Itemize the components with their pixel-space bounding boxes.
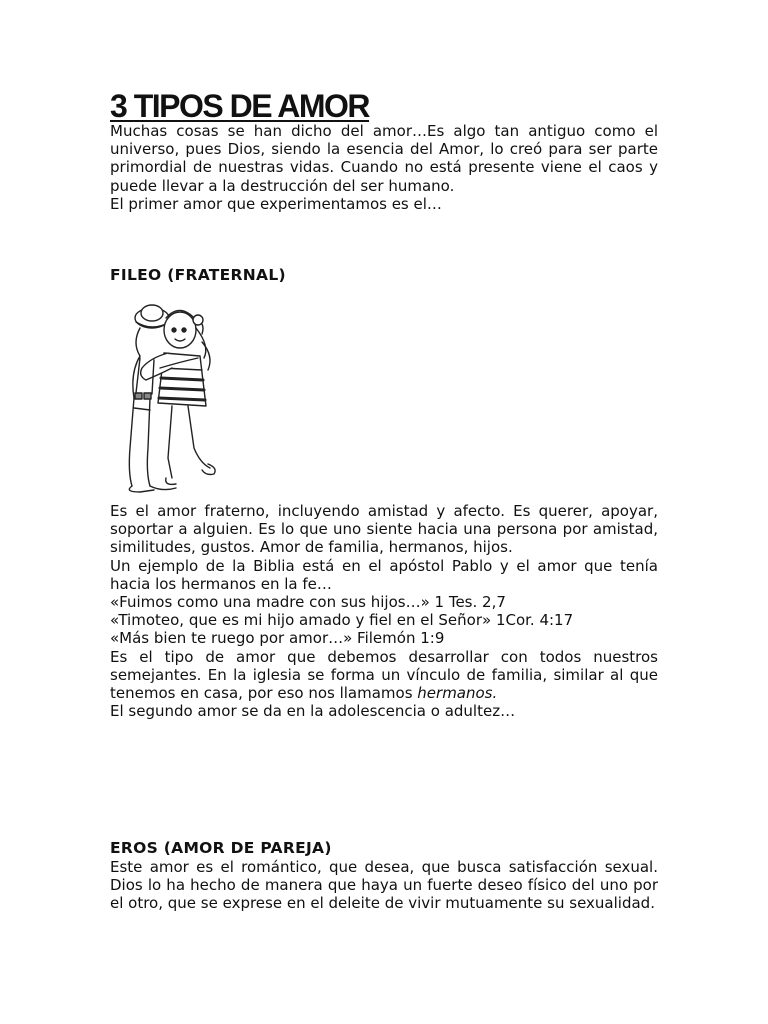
- fileo-quote-1: «Fuimos como una madre con sus hijos…» 1 Tes. 2,7: [110, 593, 506, 612]
- fileo-closing-italic: hermanos.: [417, 684, 498, 703]
- document-title: 3 TIPOS DE AMOR: [110, 88, 370, 124]
- eros-text: [110, 858, 658, 913]
- section-heading-eros: EROS (AMOR DE PAREJA): [110, 839, 332, 857]
- fileo-quote-3: «Más bien te ruego por amor…» Filemón 1:9: [110, 629, 445, 648]
- intro-paragraph: Muchas cosas se han dicho del amor…Es algo tan antiguo como el universo, pues Dios, siendo la esencia del Amor, lo creó para ser parte primordial de nuestras vidas. Cuando no está presente viene el caos y puede llevar a la destrucción del ser humano.: [110, 122, 658, 195]
- hugging-children-illustration: [110, 298, 228, 500]
- fileo-definition: Es el amor fraterno, incluyendo amistad y afecto. Es querer, apoyar, soportar a alguien. Es lo que uno siente hacia una persona por amistad, similitudes, gustos. Amor de familia, hermanos, hijos.: [110, 502, 658, 557]
- section-heading-fileo: FILEO (FRATERNAL): [110, 266, 286, 284]
- fileo-closing: [110, 648, 658, 703]
- fileo-bible-example: Un ejemplo de la Biblia está en el apóstol Pablo y el amor que tenía hacia los hermanos en la fe…: [110, 556, 658, 593]
- fileo-text: [110, 502, 658, 720]
- fileo-transition: El segundo amor se da en la adolescencia o adultez…: [110, 702, 516, 721]
- intro-text: [110, 122, 658, 213]
- fileo-closing-text: Es el tipo de amor que debemos desarrollar con todos nuestros semejantes. En la iglesia se forma un vínculo de familia, similar al que tenemos en casa, por eso nos llamamos: [110, 647, 658, 703]
- eros-paragraph: Este amor es el romántico, que desea, que busca satisfacción sexual. Dios lo ha hecho de manera que haya un fuerte deseo físico del uno por el otro, que se exprese en el deleite de vivir mutuamente su sexualidad.: [110, 858, 658, 913]
- fileo-quote-2: «Timoteo, que es mi hijo amado y fiel en el Señor» 1Cor. 4:17: [110, 611, 574, 630]
- intro-transition: El primer amor que experimentamos es el…: [110, 194, 442, 213]
